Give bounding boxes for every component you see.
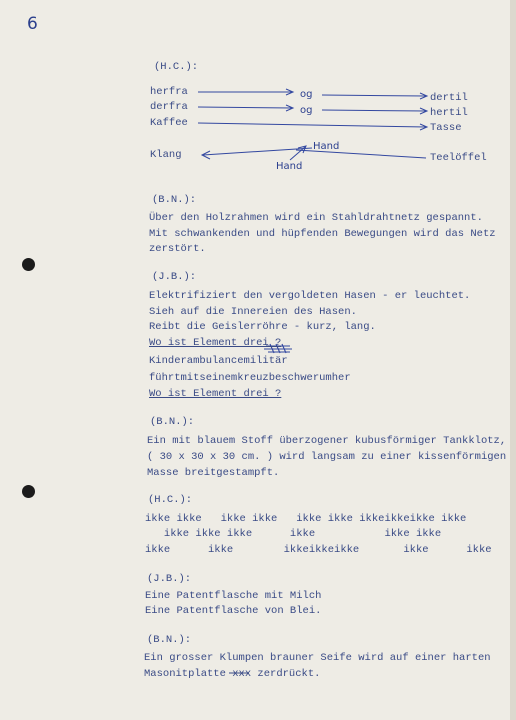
word-herfra: herfra (150, 86, 188, 98)
text-line: ikke ikke ikkeikkeikke ikke ikke (145, 544, 492, 556)
text-line: ( 30 x 30 x 30 cm. ) wird langsam zu einer kissenförmigen (147, 451, 507, 463)
word-hand-bottom: Hand (276, 161, 303, 172)
text-line: Mit schwankenden und hüpfenden Bewegungen wird das Netz (149, 228, 496, 240)
text-line: Ein grosser Klumpen brauner Seife wird auf einer harten (144, 652, 491, 664)
word-teeloeffel: Teelöffel (430, 152, 487, 164)
arrow-og-dertil (322, 95, 426, 96)
text-line: ikke ikke ikke ikke ikke ikke (145, 528, 442, 540)
text-line: Eine Patentflasche mit Milch (145, 590, 322, 602)
speaker-label: (B.N.): (150, 416, 195, 428)
text-line-underlined: Wo ist Element drei ? (149, 337, 282, 349)
text-line: zerstört. (149, 243, 206, 255)
text-fragment: Masonitplatte (144, 668, 233, 680)
speaker-label: (H.C.): (154, 61, 199, 73)
text-line (144, 668, 320, 681)
word-hand-top: Hand (313, 141, 340, 152)
word-og-1: og (300, 89, 313, 100)
word-derfra: derfra (150, 101, 188, 113)
word-tasse: Tasse (430, 122, 462, 134)
word-klang: Klang (150, 149, 182, 161)
text-line: Ein mit blauem Stoff überzogener kubusförmiger Tankklotz, (147, 435, 507, 447)
handwritten-page-number: 6 (27, 14, 38, 34)
arrow-og-hertil (322, 110, 426, 111)
word-kaffee: Kaffee (150, 117, 188, 129)
speaker-label: (J.B.): (152, 271, 197, 283)
text-line: Masse breitgestampft. (147, 467, 280, 479)
text-line: Reibt die Geislerröhre - kurz, lang. (149, 321, 376, 333)
text-line: Sieh auf die Innereien des Hasen. (149, 306, 357, 318)
text-line: Kinderambulancemilitär (149, 355, 288, 367)
arrow-kaffee-tasse (198, 123, 426, 127)
struck-word: xxx (232, 668, 252, 680)
speaker-label: (J.B.): (147, 573, 192, 585)
word-og-2: og (300, 105, 313, 116)
arrow-klang-hand (203, 148, 312, 155)
speaker-label: (B.N.): (152, 194, 197, 206)
arrow-derfra-og (198, 107, 292, 108)
text-line-underlined: Wo ist Element drei ? (149, 388, 282, 400)
speaker-label: (H.C.): (148, 494, 193, 506)
text-line: führtmitseinemkreuzbeschwerumher (149, 372, 351, 384)
text-line: Eine Patentflasche von Blei. (145, 605, 322, 617)
speaker-label: (B.N.): (147, 634, 192, 646)
word-dertil: dertil (430, 92, 468, 104)
word-hertil: hertil (430, 107, 468, 119)
text-fragment: zerdrückt. (251, 668, 321, 680)
text-line: Über den Holzrahmen wird ein Stahldrahtnetz gespannt. (149, 212, 483, 224)
arrow-hand-teeloeffel (296, 150, 426, 158)
text-line: Elektrifiziert den vergoldeten Hasen - er leuchtet. (149, 290, 471, 302)
text-line: ikke ikke ikke ikke ikke ikke ikkeikkeikke ikke (145, 513, 467, 525)
